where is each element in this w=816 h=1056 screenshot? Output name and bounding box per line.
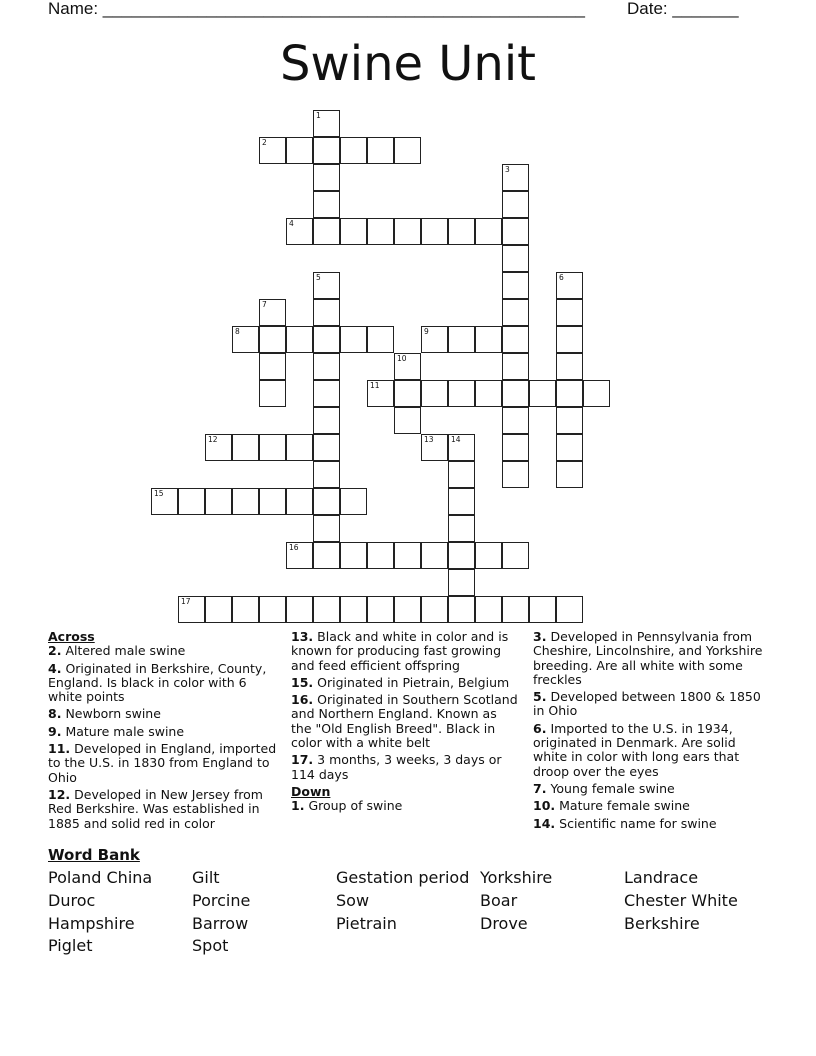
grid-cell[interactable] — [502, 326, 529, 353]
clue-text: Originated in Pietrain, Belgium — [317, 674, 510, 690]
clue-text: Young female swine — [550, 780, 675, 796]
grid-cell[interactable] — [340, 542, 367, 569]
clue-down-7 — [533, 782, 763, 796]
grid-cell[interactable] — [448, 326, 475, 353]
grid-cell[interactable] — [205, 488, 232, 515]
grid-cell[interactable] — [313, 596, 340, 623]
grid-cell[interactable] — [421, 326, 448, 353]
grid-cell[interactable] — [367, 542, 394, 569]
grid-cell[interactable] — [313, 137, 340, 164]
grid-cell[interactable] — [502, 461, 529, 488]
grid-cell[interactable] — [394, 542, 421, 569]
grid-cell[interactable] — [259, 299, 286, 326]
grid-cell[interactable] — [394, 137, 421, 164]
clue-across-13 — [291, 630, 521, 673]
word-bank-item: Berkshire — [624, 914, 700, 933]
grid-cell[interactable] — [232, 488, 259, 515]
clue-text: Scientific name for swine — [559, 815, 717, 831]
clues-column-3 — [533, 630, 763, 834]
clue-across-17 — [291, 753, 521, 782]
clue-number: 14. — [533, 815, 556, 831]
word-bank-item: Drove — [480, 914, 528, 933]
clue-down-14 — [533, 817, 763, 831]
grid-cell[interactable] — [556, 272, 583, 299]
grid-cell[interactable] — [556, 380, 583, 407]
grid-cell[interactable] — [421, 596, 448, 623]
grid-cell[interactable] — [421, 380, 448, 407]
grid-cell[interactable] — [475, 380, 502, 407]
grid-cell[interactable] — [448, 569, 475, 596]
grid-cell[interactable] — [394, 596, 421, 623]
grid-cell[interactable] — [286, 596, 313, 623]
clue-number: 1. — [291, 798, 305, 814]
clue-number: 13. — [291, 629, 314, 644]
grid-cell[interactable] — [367, 380, 394, 407]
cell-number: 13 — [424, 435, 434, 444]
cell-number: 7 — [262, 300, 267, 309]
puzzle-title: Swine Unit — [280, 36, 536, 92]
cell-number: 15 — [154, 489, 164, 498]
word-bank-item: Barrow — [192, 914, 249, 933]
cell-number: 11 — [370, 381, 380, 390]
grid-cell[interactable] — [502, 191, 529, 218]
cell-number: 9 — [424, 327, 429, 336]
clue-down-6 — [533, 722, 763, 779]
grid-cell[interactable] — [502, 380, 529, 407]
grid-cell[interactable] — [286, 488, 313, 515]
grid-cell[interactable] — [556, 326, 583, 353]
grid-cell[interactable] — [394, 353, 421, 380]
word-bank-item: Landrace — [624, 868, 699, 887]
grid-cell[interactable] — [178, 596, 205, 623]
cell-number: 2 — [262, 138, 267, 147]
cell-number: 4 — [289, 219, 294, 228]
word-bank-item: Sow — [336, 891, 370, 910]
grid-cell[interactable] — [556, 407, 583, 434]
grid-cell[interactable] — [313, 488, 340, 515]
word-bank-item: Gilt — [192, 868, 220, 887]
grid-cell[interactable] — [367, 596, 394, 623]
grid-cell[interactable] — [313, 191, 340, 218]
grid-cell[interactable] — [340, 326, 367, 353]
cell-number: 17 — [181, 597, 191, 606]
grid-cell[interactable] — [205, 434, 232, 461]
word-bank-item: Yorkshire — [480, 868, 553, 887]
grid-cell[interactable] — [556, 353, 583, 380]
grid-cell[interactable] — [313, 326, 340, 353]
clue-number: 6. — [533, 720, 547, 736]
word-bank-item: Duroc — [48, 891, 96, 910]
word-bank-item: Gestation period — [336, 868, 470, 887]
word-bank-item: Pietrain — [336, 914, 397, 933]
grid-cell[interactable] — [529, 596, 556, 623]
grid-cell[interactable] — [313, 407, 340, 434]
grid-cell[interactable] — [232, 326, 259, 353]
cell-number: 8 — [235, 327, 240, 336]
grid-cell[interactable] — [556, 596, 583, 623]
grid-cell[interactable] — [340, 488, 367, 515]
grid-cell[interactable] — [259, 434, 286, 461]
grid-cell[interactable] — [556, 461, 583, 488]
down-heading: Down — [291, 783, 331, 799]
clue-across-11 — [48, 742, 278, 785]
clue-text: Originated in Southern Scotland and Northern England. Known as the "Old English Breed". Black in color with a white belt — [291, 692, 518, 751]
clue-text: Mature male swine — [65, 723, 185, 739]
clue-number: 7. — [533, 780, 547, 796]
grid-cell[interactable] — [448, 596, 475, 623]
grid-cell[interactable] — [313, 542, 340, 569]
clue-down-3 — [533, 630, 763, 687]
grid-cell[interactable] — [556, 299, 583, 326]
clue-number: 11. — [48, 741, 71, 757]
grid-cell[interactable] — [394, 407, 421, 434]
cell-number: 14 — [451, 435, 461, 444]
cell-number: 3 — [505, 165, 510, 174]
grid-cell[interactable] — [367, 218, 394, 245]
grid-cell[interactable] — [502, 596, 529, 623]
grid-cell[interactable] — [421, 542, 448, 569]
grid-cell[interactable] — [286, 137, 313, 164]
grid-cell[interactable] — [340, 218, 367, 245]
clue-number: 12. — [48, 786, 71, 802]
grid-cell[interactable] — [502, 299, 529, 326]
grid-cell[interactable] — [475, 218, 502, 245]
grid-cell[interactable] — [313, 461, 340, 488]
grid-cell[interactable] — [502, 542, 529, 569]
word-bank-item: Poland China — [48, 868, 153, 887]
grid-cell[interactable] — [448, 461, 475, 488]
clue-number: 15. — [291, 674, 314, 690]
word-bank-item: Hampshire — [48, 914, 135, 933]
grid-cell[interactable] — [313, 164, 340, 191]
grid-cell[interactable] — [475, 596, 502, 623]
grid-cell[interactable] — [313, 299, 340, 326]
cell-number: 6 — [559, 273, 564, 282]
grid-cell[interactable] — [151, 488, 178, 515]
clue-across-15 — [291, 676, 521, 690]
clue-text: Group of swine — [308, 798, 403, 814]
grid-cell[interactable] — [178, 488, 205, 515]
grid-cell[interactable] — [583, 380, 610, 407]
clue-down-10 — [533, 799, 763, 813]
cell-number: 1 — [316, 111, 321, 120]
clue-across-9 — [48, 725, 278, 739]
cell-number: 16 — [289, 543, 299, 552]
grid-cell[interactable] — [502, 407, 529, 434]
clue-number: 4. — [48, 660, 62, 676]
grid-cell[interactable] — [502, 272, 529, 299]
grid-cell[interactable] — [502, 218, 529, 245]
clue-text: Mature female swine — [559, 798, 690, 814]
clue-number: 2. — [48, 643, 62, 659]
clue-across-16 — [291, 693, 521, 750]
grid-cell[interactable] — [421, 218, 448, 245]
grid-cell[interactable] — [448, 515, 475, 542]
grid-cell[interactable] — [259, 137, 286, 164]
clue-across-4 — [48, 662, 278, 705]
clues-column-2 — [291, 630, 521, 817]
word-bank-title: Word Bank — [48, 846, 140, 864]
grid-cell[interactable] — [286, 542, 313, 569]
clue-number: 8. — [48, 706, 62, 722]
grid-cell[interactable] — [448, 218, 475, 245]
grid-cell[interactable] — [502, 353, 529, 380]
clue-text: Developed in New Jersey from Red Berkshire. Was established in 1885 and solid red in color — [48, 786, 263, 831]
clue-down-5 — [533, 690, 763, 719]
grid-cell[interactable] — [529, 380, 556, 407]
clue-number: 3. — [533, 629, 547, 644]
grid-cell[interactable] — [259, 326, 286, 353]
grid-cell[interactable] — [205, 596, 232, 623]
grid-cell[interactable] — [259, 596, 286, 623]
grid-cell[interactable] — [340, 137, 367, 164]
grid-cell[interactable] — [232, 596, 259, 623]
grid-cell[interactable] — [313, 272, 340, 299]
word-bank-item: Piglet — [48, 936, 93, 955]
grid-cell[interactable] — [502, 434, 529, 461]
clue-text: Newborn swine — [65, 706, 161, 722]
grid-cell[interactable] — [475, 326, 502, 353]
grid-cell[interactable] — [313, 515, 340, 542]
grid-cell[interactable] — [448, 380, 475, 407]
grid-cell[interactable] — [448, 542, 475, 569]
grid-cell[interactable] — [313, 110, 340, 137]
grid-cell[interactable] — [394, 380, 421, 407]
clue-down-1 — [291, 799, 521, 813]
clue-number: 16. — [291, 692, 314, 708]
grid-cell[interactable] — [448, 488, 475, 515]
clue-across-8 — [48, 707, 278, 721]
word-bank-item: Porcine — [192, 891, 251, 910]
cell-number: 10 — [397, 354, 407, 363]
grid-cell[interactable] — [556, 434, 583, 461]
grid-cell[interactable] — [502, 245, 529, 272]
word-bank-item: Spot — [192, 936, 229, 955]
clue-across-12 — [48, 788, 278, 831]
grid-cell[interactable] — [313, 434, 340, 461]
grid-cell[interactable] — [394, 218, 421, 245]
grid-cell[interactable] — [367, 137, 394, 164]
clue-number: 5. — [533, 689, 547, 705]
grid-cell[interactable] — [421, 434, 448, 461]
grid-cell[interactable] — [259, 353, 286, 380]
word-bank-item: Boar — [480, 891, 518, 910]
word-bank-item: Chester White — [624, 891, 738, 910]
grid-cell[interactable] — [448, 434, 475, 461]
grid-cell[interactable] — [475, 542, 502, 569]
grid-cell[interactable] — [286, 326, 313, 353]
clues-column-1 — [48, 629, 278, 834]
grid-cell[interactable] — [502, 164, 529, 191]
clue-text: Originated in Berkshire, County, England. Is black in color with 6 white points — [48, 660, 267, 705]
grid-cell[interactable] — [286, 218, 313, 245]
across-heading: Across — [48, 629, 95, 644]
clue-text: Altered male swine — [65, 643, 186, 659]
cell-number: 5 — [316, 273, 321, 282]
grid-cell[interactable] — [286, 434, 313, 461]
grid-cell[interactable] — [367, 326, 394, 353]
date-field-label: Date: _______ — [627, 0, 739, 18]
clue-text: Black and white in color and is known for producing fast growing and feed efficient offspring — [291, 629, 509, 673]
clue-number: 9. — [48, 723, 62, 739]
grid-cell[interactable] — [259, 380, 286, 407]
clue-text: 3 months, 3 weeks, 3 days or 114 days — [291, 752, 502, 782]
grid-cell[interactable] — [313, 218, 340, 245]
grid-cell[interactable] — [340, 596, 367, 623]
clue-number: 17. — [291, 752, 314, 768]
grid-cell[interactable] — [313, 353, 340, 380]
clue-text: Developed between 1800 & 1850 in Ohio — [533, 689, 761, 719]
clue-across-2 — [48, 644, 278, 658]
name-field-label: Name: ___________________________________________________ — [48, 0, 585, 18]
cell-number: 12 — [208, 435, 218, 444]
clue-number: 10. — [533, 798, 556, 814]
clue-text: Imported to the U.S. in 1934, originated in Denmark. Are solid white in color with long ears that droop over the eyes — [533, 720, 740, 779]
grid-cell[interactable] — [259, 488, 286, 515]
clue-text: Developed in Pennsylvania from Cheshire, Lincolnshire, and Yorkshire breeding. Are all white with some freckles — [533, 629, 763, 687]
grid-cell[interactable] — [313, 380, 340, 407]
clue-text: Developed in England, imported to the U.S. in 1830 from England to Ohio — [48, 741, 277, 785]
grid-cell[interactable] — [232, 434, 259, 461]
